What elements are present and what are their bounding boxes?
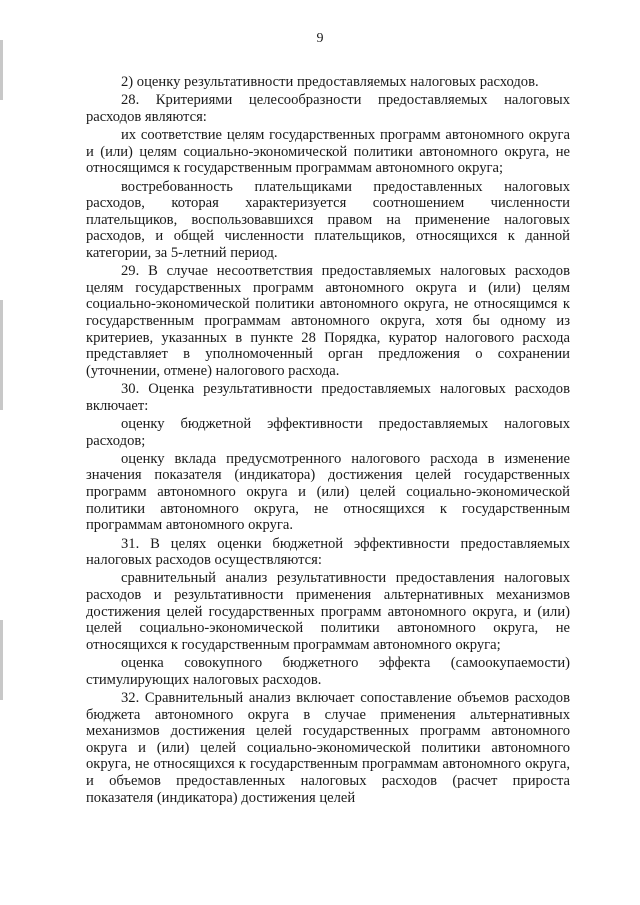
scan-margin-mark	[0, 40, 3, 100]
paragraph: 29. В случае несоответствия предоставляемых налоговых расходов целям государственных программ автономного округа и (или) целям социально-экономической политики автономного округа, не относящимся к государственным программам автономного округа, хотя бы одному из критериев, указанных в пункте 28 Порядка, куратор налогового расхода представляет в уполномоченный орган предложения о сохранении (уточнении, отмене) налогового расхода.	[86, 263, 570, 379]
paragraph: 30. Оценка результативности предоставляемых налоговых расходов включает:	[86, 381, 570, 414]
paragraph: 2) оценку результативности предоставляемых налоговых расходов.	[121, 74, 539, 90]
paragraph: сравнительный анализ результативности предоставления налоговых расходов и результативности применения альтернативных механизмов достижения целей государственных программ автономного округа, и (или) целей социально-экономической политики автономного округа, не относящихся к государственным программам автономного округа;	[86, 570, 570, 653]
paragraph: оценку вклада предусмотренного налогового расхода в изменение значения показателя (индикатора) достижения целей государственных программ автономного округа и (или) целей социально-экономической политики автономного округа, не относящихся к государственным программам автономного округа.	[86, 450, 570, 534]
paragraph: 32. Сравнительный анализ включает сопоставление объемов расходов бюджета автономного округа в случае применения альтернативных механизмов достижения целей государственных программ автономного округа и (или) целей социально-экономической политики автономного округа, не относящихся к государственным программам автономного округа, и объемов предоставленных налоговых расходов (расчет прироста показателя (индикатора) достижения целей	[86, 689, 570, 806]
scan-margin-mark	[0, 620, 3, 700]
paragraph: их соответствие целям государственных программ автономного округа и (или) целям социально-экономической политики автономного округа, не относящимся к государственным программам автономного округа;	[86, 127, 570, 177]
document-body	[86, 74, 570, 808]
page-number: 9	[316, 31, 324, 46]
paragraph: востребованность плательщиками предоставленных налоговых расходов, которая характеризуется соотношением численности плательщиков, воспользовавшихся правом на применение налоговых расходов, и общей численности плательщиков, относящихся к данной категории, за 5-летний период.	[86, 178, 570, 261]
paragraph: 31. В целях оценки бюджетной эффективности предоставляемых налоговых расходов осуществляются:	[86, 535, 570, 569]
scan-margin-mark	[0, 300, 3, 410]
paragraph: 28. Критериями целесообразности предоставляемых налоговых расходов являются:	[86, 92, 570, 125]
paragraph: оценка совокупного бюджетного эффекта (самоокупаемости) стимулирующих налоговых расходов.	[86, 655, 570, 688]
paragraph: оценку бюджетной эффективности предоставляемых налоговых расходов;	[86, 416, 570, 449]
